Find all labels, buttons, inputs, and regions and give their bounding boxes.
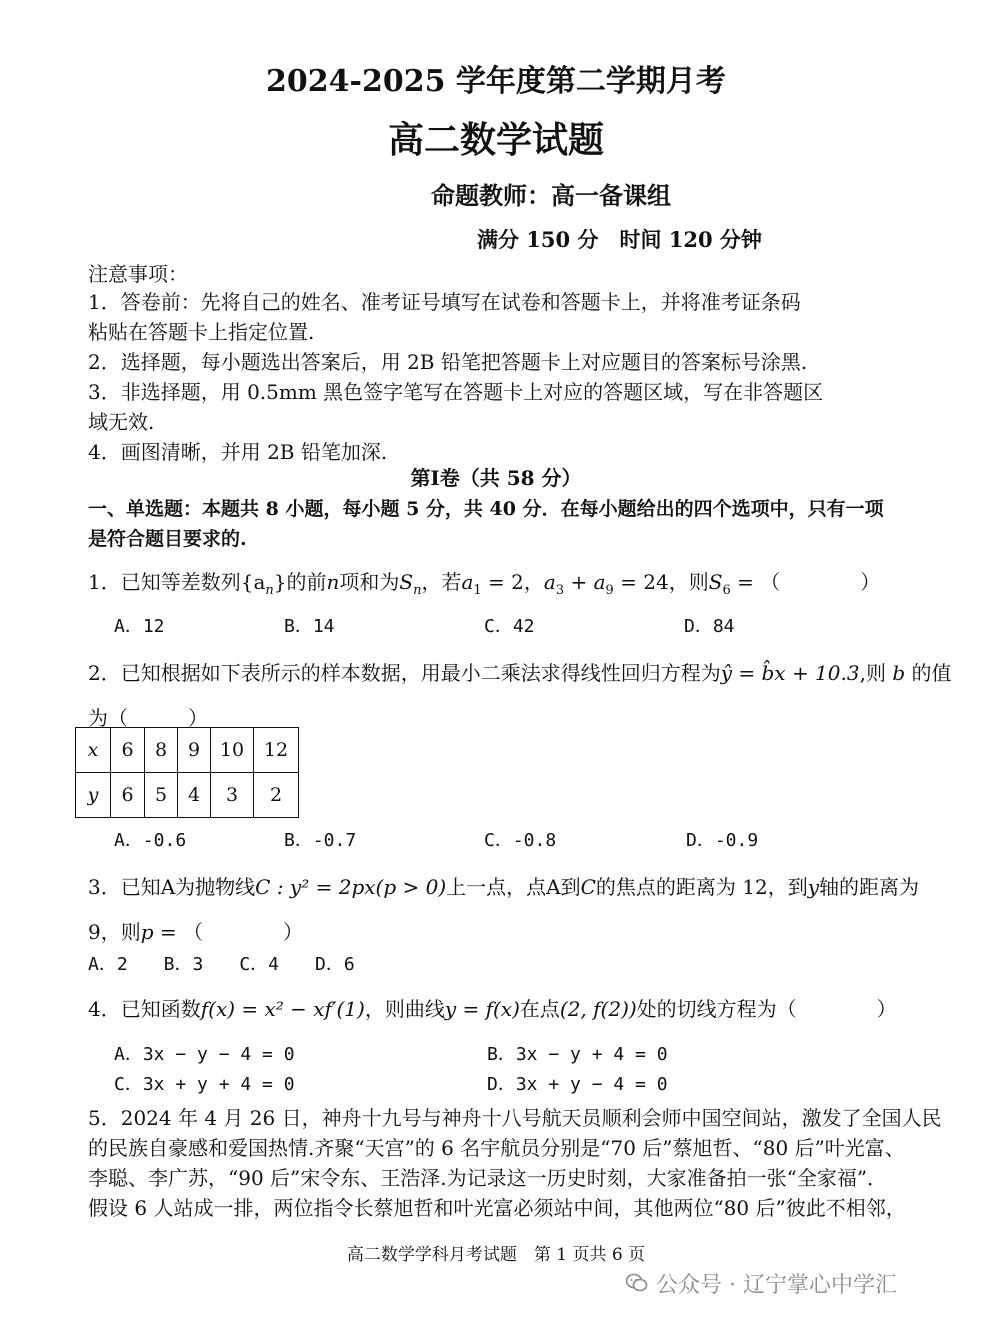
table-row [76,728,299,773]
table-cell: 6 [111,728,145,773]
author-line: 命题教师：高一备课组 [431,181,671,210]
table-cell: 5 [145,773,178,818]
question-2-option-a: A．-0.6 [114,830,187,851]
section-1-line-1: 一、单选题：本题共 8 小题，每小题 5 分，共 40 分．在每小题给出的四个选项中，只有一项 [88,498,884,520]
notice-item-1-line-2: 粘贴在答题卡上指定位置. [88,320,315,344]
question-4-option-d: D．3x + y − 4 = 0 [487,1074,668,1095]
notice-heading: 注意事项： [88,262,188,286]
table-cell: 4 [178,773,211,818]
table-cell: 12 [254,728,299,773]
notice-item-1-line-1: 1．答卷前：先将自己的姓名、准考证号填写在试卷和答题卡上，并将准考证条码 [88,290,801,314]
wechat-icon [626,1273,648,1299]
question-3-stem-line-2: 9，则p = （ ） [88,920,304,944]
question-5-line-2: 的民族自豪感和爱国热情.齐聚“天宫”的 6 名宇航员分别是“70 后”蔡旭哲、“80 后”叶光富、 [88,1136,905,1160]
question-5-line-1: 5．2024 年 4 月 26 日，神舟十九号与神舟十八号航天员顺利会师中国空间站，激发了全国人民 [88,1106,942,1130]
table-cell: 2 [254,773,299,818]
exam-title: 2024-2025 学年度第二学期月考 [266,64,726,99]
question-2-stem-line-2: 为（ ） [88,706,208,730]
section-1-line-2: 是符合题目要求的. [88,528,247,550]
question-2-stem: 2．已知根据如下表所示的样本数据，用最小二乘法求得线性回归方程为ŷ = b̂x + 10.3,则 b 的值 [88,661,952,685]
notice-item-3-line-1: 3．非选择题，用 0.5mm 黑色签字笔写在答题卡上对应的答题区域，写在非答题区 [88,380,824,404]
question-5-line-4: 假设 6 人站成一排，两位指令长蔡旭哲和叶光富必须站中间，其他两位“80 后”彼此不相邻， [88,1196,906,1220]
table-cell: 9 [178,728,211,773]
table-row [76,773,299,818]
question-4-stem: 4．已知函数f(x) = x² − xf′(1)，则曲线y = f(x)在点(2, f(2))处的切线方程为（ ） [88,997,897,1021]
table-cell: 3 [211,773,254,818]
question-1-option-d: D．84 [684,616,735,637]
question-4-option-a: A．3x − y − 4 = 0 [114,1044,295,1065]
question-5-line-3: 李聪、李广苏，“90 后”宋令东、王浩泽.为记录这一历史时刻，大家准备拍一张“全家福”． [88,1166,888,1190]
table-cell: y [76,773,111,818]
question-4-option-c: C．3x + y + 4 = 0 [114,1074,295,1095]
question-1-option-a: A．12 [114,616,165,637]
notice-item-3-line-2: 域无效. [88,410,155,434]
table-cell: 8 [145,728,178,773]
score-time-line: 满分 150 分 时间 120 分钟 [477,227,762,252]
subject-title: 高二数学试题 [387,119,604,161]
question-1-option-c: C．42 [484,616,535,637]
volume-title: 第Ⅰ卷（共 58 分） [410,466,582,490]
notice-item-4: 4．画图清晰，并用 2B 铅笔加深. [88,440,388,464]
sample-data-table [75,727,299,818]
question-2-option-d: D．-0.9 [686,830,759,851]
watermark: 公众号 · 辽宁掌心中学汇 [626,1268,897,1299]
question-2-option-c: C．-0.8 [484,830,557,851]
question-4-option-b: B．3x − y + 4 = 0 [487,1044,668,1065]
notice-item-2: 2．选择题，每小题选出答案后，用 2B 铅笔把答题卡上对应题目的答案标号涂黑. [88,350,808,374]
table-cell: 10 [211,728,254,773]
question-1-stem: 1．已知等差数列$\{a_n\}$的前n项和为$S_n$，若$a_1 = 2$，$a_3 + a_9 = 24$，则$S_6$ = （ ） [88,570,881,598]
page-footer: 高二数学学科月考试题 第 1 页共 6 页 [346,1245,646,1265]
question-2-option-b: B．-0.7 [284,830,357,851]
table-cell: 6 [111,773,145,818]
question-1-option-b: B．14 [284,616,335,637]
question-3-options: A．2 B．3 C．4 D．6 [88,954,355,975]
question-3-stem: 3．已知A为抛物线C : y² = 2px(p > 0)上一点，点A到C的焦点的距离为 12，到y轴的距离为 [88,875,920,899]
table-cell: x [76,728,111,773]
